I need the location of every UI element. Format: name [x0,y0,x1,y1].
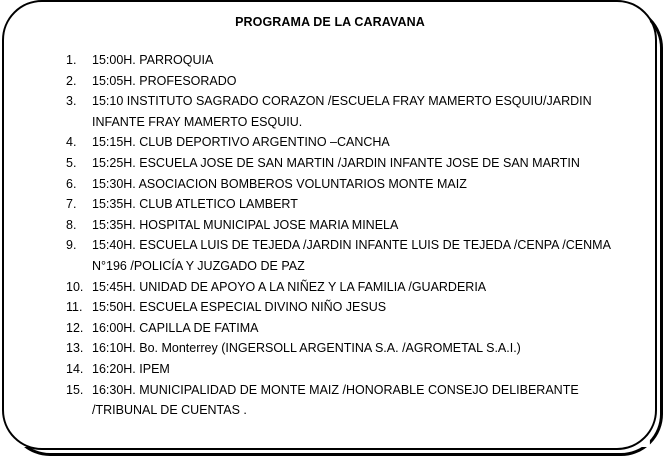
item-text: 15:30H. ASOCIACION BOMBEROS VOLUNTARIOS MONTE MAIZ [92,176,467,191]
list-item [66,174,626,195]
item-number: 10. [66,279,84,294]
list-item [66,359,626,380]
item-text: 15:05H. PROFESORADO [92,73,237,88]
list-item [66,50,626,71]
list-item [66,235,626,276]
list-item [66,215,626,236]
item-text: 15:45H. UNIDAD DE APOYO A LA NIÑEZ Y LA FAMILIA /GUARDERIA [92,279,487,294]
item-number: 13. [66,341,84,356]
item-number: 9. [66,238,77,253]
item-text: 15:50H. ESCUELA ESPECIAL DIVINO NIÑO JESUS [92,300,387,315]
item-text: 15:00H. PARROQUIA [92,53,214,67]
item-number: 14. [66,361,84,376]
caravan-schedule-list [66,50,626,421]
item-text: 15:40H. ESCUELA LUIS DE TEJEDA /JARDIN INFANTE LUIS DE TEJEDA /CENPA /CENMA N°196 /POLICÍA Y JUZGADO DE PAZ [92,238,611,273]
item-text: 16:20H. IPEM [92,361,170,376]
item-number: 6. [66,176,77,191]
item-text: 16:00H. CAPILLA DE FATIMA [92,320,259,335]
list-item [66,297,626,318]
item-number: 4. [66,135,77,150]
item-number: 3. [66,94,77,109]
item-number: 12. [66,320,84,335]
item-text: 16:10H. Bo. Monterrey (INGERSOLL ARGENTINA S.A. /AGROMETAL S.A.I.) [92,341,521,356]
item-number: 11. [66,300,83,315]
item-number: 5. [66,155,77,170]
list-item [66,338,626,359]
list-item [66,318,626,339]
list-item [66,132,626,153]
item-text: 15:10 INSTITUTO SAGRADO CORAZON /ESCUELA FRAY MAMERTO ESQUIU/JARDIN INFANTE FRAY MAMERTO ESQUIU. [92,94,592,129]
list-item [66,91,626,132]
list-item [66,380,626,421]
document-title: PROGRAMA DE LA CARAVANA [235,15,425,29]
item-text: 15:25H. ESCUELA JOSE DE SAN MARTIN /JARDIN INFANTE JOSE DE SAN MARTIN [92,155,580,170]
item-text: 15:35H. CLUB ATLETICO LAMBERT [92,197,298,212]
item-text: 16:30H. MUNICIPALIDAD DE MONTE MAIZ /HONORABLE CONSEJO DELIBERANTE /TRIBUNAL DE CUENTAS . [92,382,579,418]
list-item [66,194,626,215]
list-item [66,71,626,92]
item-number: 15. [66,382,84,397]
list-item [66,277,626,298]
item-number: 2. [66,73,77,88]
item-text: 15:15H. CLUB DEPORTIVO ARGENTINO –CANCHA [92,135,390,150]
item-number: 1. [66,53,77,67]
item-number: 8. [66,217,77,232]
list-item [66,153,626,174]
item-number: 7. [66,197,77,212]
item-text: 15:35H. HOSPITAL MUNICIPAL JOSE MARIA MINELA [92,217,399,232]
